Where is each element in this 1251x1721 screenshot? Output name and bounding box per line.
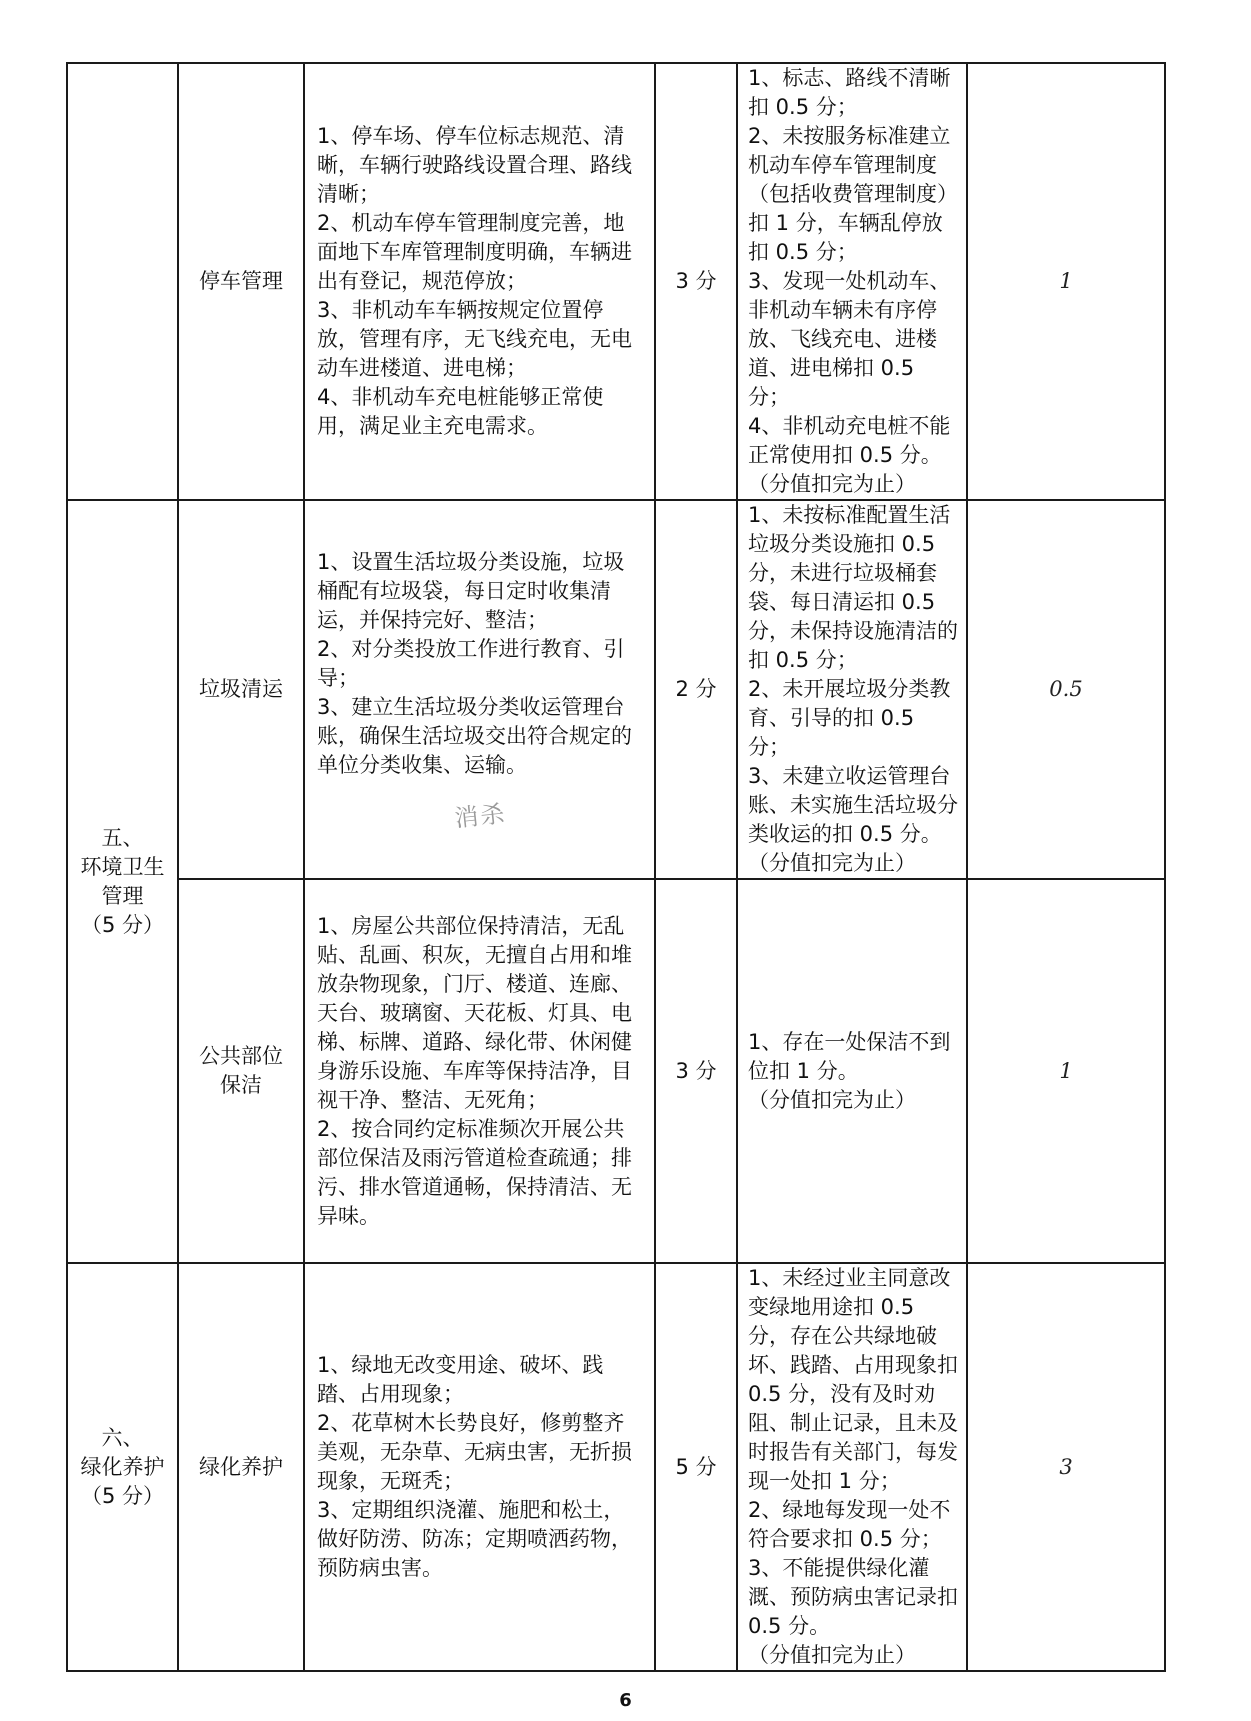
points-garbage-collection: 2 分: [655, 500, 737, 879]
category-environment-sanitation: 五、 环境卫生 管理 （5 分）: [67, 500, 178, 1263]
score-public-area-cleaning: 1: [967, 879, 1165, 1263]
score-greening-maintenance: 3: [967, 1263, 1165, 1671]
score-garbage-collection: 0.5: [967, 500, 1165, 879]
points-greening-maintenance: 5 分: [655, 1263, 737, 1671]
standard-greening-maintenance: 1、绿地无改变用途、破坏、践踏、占用现象； 2、花草树木长势良好，修剪整齐美观，无杂草、无病虫害，无折损现象，无斑秃； 3、定期组织浇灌、施肥和松土，做好防涝、防冻；定期喷洒药物，预防病虫害。: [304, 1263, 655, 1671]
deduction-garbage-collection: 1、未按标准配置生活垃圾分类设施扣 0.5 分，未进行垃圾桶套袋、每日清运扣 0.5 分，未保持设施清洁的扣 0.5 分； 2、未开展垃圾分类教育、引导的扣 0.5 分； 3、未建立收运管理台账、未实施生活垃圾分类收运的扣 0.5 分。 （分值扣完为止）: [737, 500, 967, 879]
evaluation-table: [66, 62, 1166, 1672]
table-row-garbage: [67, 500, 1165, 879]
standard-parking-management: 1、停车场、停车位标志规范、清晰，车辆行驶路线设置合理、路线清晰； 2、机动车停车管理制度完善，地面地下车库管理制度明确，车辆进出有登记，规范停放； 3、非机动车车辆按规定位置停放，管理有序，无飞线充电，无电动车进楼道、进电梯； 4、非机动车充电桩能够正常使用，满足业主充电需求。: [304, 63, 655, 500]
item-public-area-cleaning: 公共部位 保洁: [178, 879, 304, 1263]
item-parking-management: 停车管理: [178, 63, 304, 500]
item-garbage-collection: 垃圾清运: [178, 500, 304, 879]
faded-stamp: 消杀: [453, 799, 508, 833]
standard-public-area-cleaning: 1、房屋公共部位保持清洁，无乱贴、乱画、积灰，无擅自占用和堆放杂物现象，门厅、楼道、连廊、天台、玻璃窗、天花板、灯具、电梯、标牌、道路、绿化带、休闲健身游乐设施、车库等保持洁净，目视干净、整洁、无死角； 2、按合同约定标准频次开展公共部位保洁及雨污管道检查疏通；排污、排水管道通畅，保持清洁、无异味。: [304, 879, 655, 1263]
page-number: 6: [619, 1690, 632, 1711]
category-cell-empty: [67, 63, 178, 500]
table-row-parking: [67, 63, 1165, 500]
deduction-parking-management: 1、标志、路线不清晰扣 0.5 分； 2、未按服务标准建立机动车停车管理制度（包括收费管理制度）扣 1 分，车辆乱停放扣 0.5 分； 3、发现一处机动车、非机动车辆未有序停放、飞线充电、进楼道、进电梯扣 0.5 分； 4、非机动充电桩不能正常使用扣 0.5 分。 （分值扣完为止）: [737, 63, 967, 500]
points-public-area-cleaning: 3 分: [655, 879, 737, 1263]
category-greening-maintenance: 六、 绿化养护 （5 分）: [67, 1263, 178, 1671]
standard-garbage-collection: 1、设置生活垃圾分类设施，垃圾桶配有垃圾袋，每日定时收集清运，并保持完好、整洁； 2、对分类投放工作进行教育、引导； 3、建立生活垃圾分类收运管理台账，确保生活垃圾交出符合规定的单位分类收集、运输。: [317, 550, 632, 777]
points-parking-management: 3 分: [655, 63, 737, 500]
table-row-public-cleaning: [67, 879, 1165, 1263]
deduction-public-area-cleaning: 1、存在一处保洁不到位扣 1 分。 （分值扣完为止）: [737, 879, 967, 1263]
table-row-greening: [67, 1263, 1165, 1671]
item-greening-maintenance: 绿化养护: [178, 1263, 304, 1671]
standard-garbage-collection-cell: [304, 500, 655, 879]
deduction-greening-maintenance: 1、未经过业主同意改变绿地用途扣 0.5 分，存在公共绿地破坏、践踏、占用现象扣 0.5 分，没有及时劝阻、制止记录，且未及时报告有关部门，每发现一处扣 1 分； 2、绿地每发现一处不符合要求扣 0.5 分； 3、不能提供绿化灌溉、预防病虫害记录扣 0.5 分。 （分值扣完为止）: [737, 1263, 967, 1671]
score-parking-management: 1: [967, 63, 1165, 500]
